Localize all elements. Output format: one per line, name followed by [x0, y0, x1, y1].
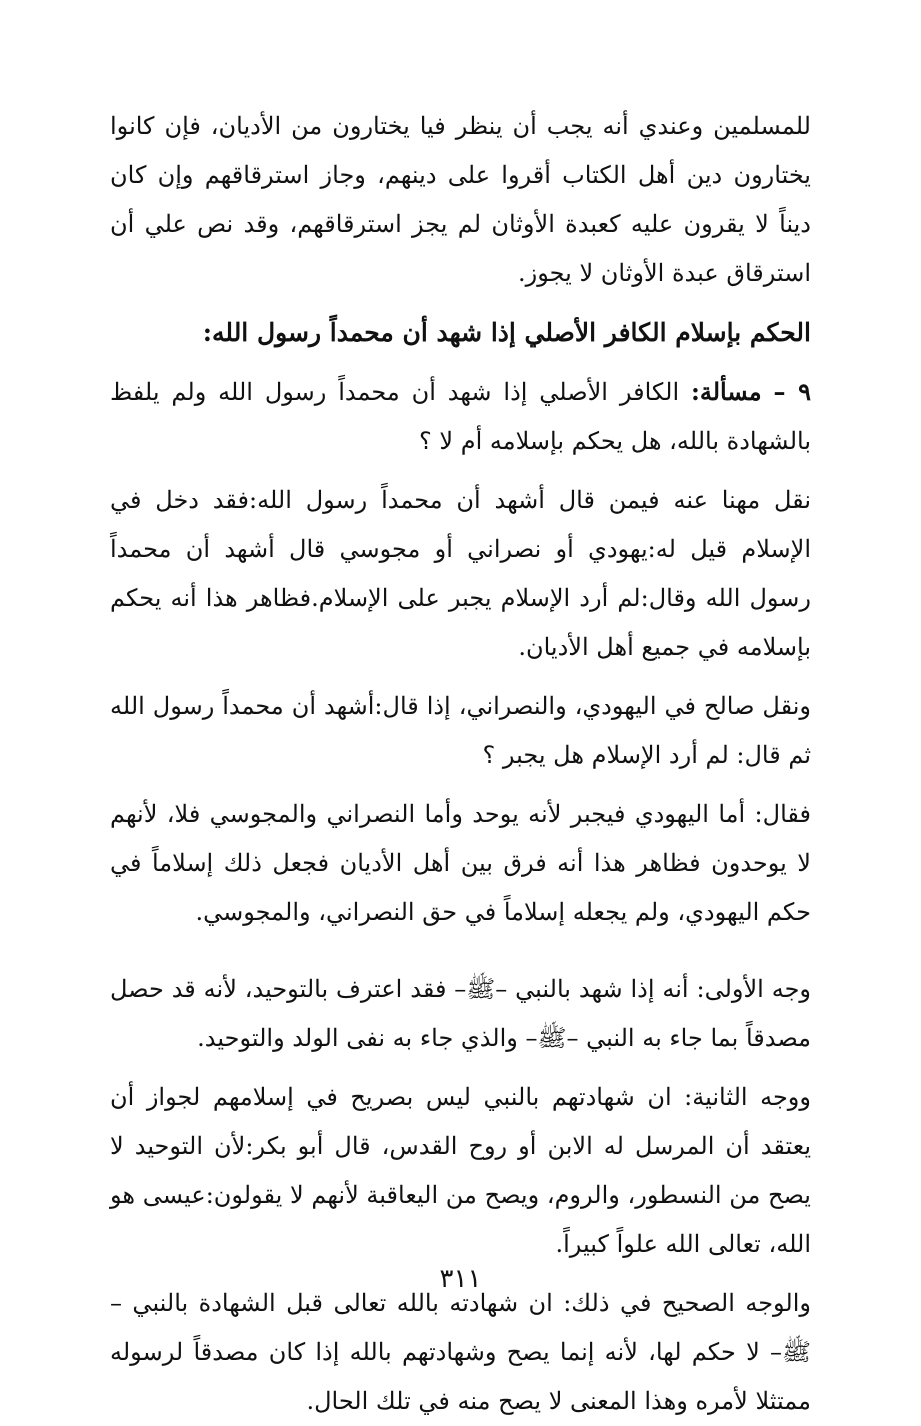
paragraph-salih: ونقل صالح في اليهودي، والنصراني، إذا قال:أشهد أن محمداً رسول الله ثم قال: لم أرد الإسلام هل يجبر ؟ [110, 692, 812, 769]
question-label: مسألة: [690, 377, 762, 406]
paragraph-question [110, 367, 811, 466]
paragraph-answer: فقال: أما اليهودي فيجبر لأنه يوحد وأما النصراني والمجوسي فلا، لأنهم لا يوحدون فظاهر هذا أنه فرق بين أهل الأديان فجعل ذلك إسلاماً في حكم اليهودي، ولم يجعله إسلاماً في حق النصراني، والمجوسي. [110, 800, 811, 926]
question-text: الكافر الأصلي إذا شهد أن محمداً رسول الله ولم يلفظ بالشهادة بالله، هل يحكم بإسلامه أم لا ؟ [110, 378, 811, 455]
section-heading: الحكم بإسلام الكافر الأصلي إذا شهد أن محمداً رسول الله: [202, 318, 811, 347]
paragraph-correct-view: والوجه الصحيح في ذلك: ان شهادته بالله تعالى قبل الشهادة بالنبي –ﷺ– لا حكم لها، لأنه إنما يصح وشهادتهم بالله إذا كان مصدقاً لرسوله ممتثلا لأمره وهذا المعنى لا يصح منه في تلك الحال. [110, 1289, 812, 1415]
spacer [110, 947, 811, 965]
paragraph-first-view: وجه الأولى: أنه إذا شهد بالنبي –ﷺ– فقد اعترف بالتوحيد، لأنه قد حصل مصدقاً بما جاء به النبي –ﷺ– والذي جاء به نفى الولد والتوحيد. [110, 975, 811, 1052]
question-number: ٩ – [773, 377, 811, 406]
paragraph-second-view: ووجه الثانية: ان شهادتهم بالنبي ليس بصريح في إسلامهم لجواز أن يعتقد أن المرسل له الابن أو روح القدس، قال أبو بكر:لأن التوحيد لا يصح من النسطور، والروم، ويصح من اليعاقبة لأنهم لا يقولون:عيسى هو الله، تعالى الله علواً كبيراً. [110, 1083, 811, 1258]
page-number: ٣١١ [439, 1264, 482, 1294]
paragraph-intro: للمسلمين وعندي أنه يجب أن ينظر فيا يختارون من الأديان، فإن كانوا يختارون دين أهل الكتاب أقروا على دينهم، وجاز استرقاقهم وإن كان ديناً لا يقرون عليه كعبدة الأوثان لم يجز استرقاقهم، وقد نص علي أن استرقاق عبدة الأوثان لا يجوز. [110, 112, 811, 287]
paragraph-muhanna: نقل مهنا عنه فيمن قال أشهد أن محمداً رسول الله:فقد دخل في الإسلام قيل له:يهودي أو نصراني أو مجوسي قال أشهد أن محمداً رسول الله وقال:لم أرد الإسلام يجبر على الإسلام.فظاهر هذا أنه يحكم بإسلامه في جميع أهل الأديان. [110, 486, 811, 661]
